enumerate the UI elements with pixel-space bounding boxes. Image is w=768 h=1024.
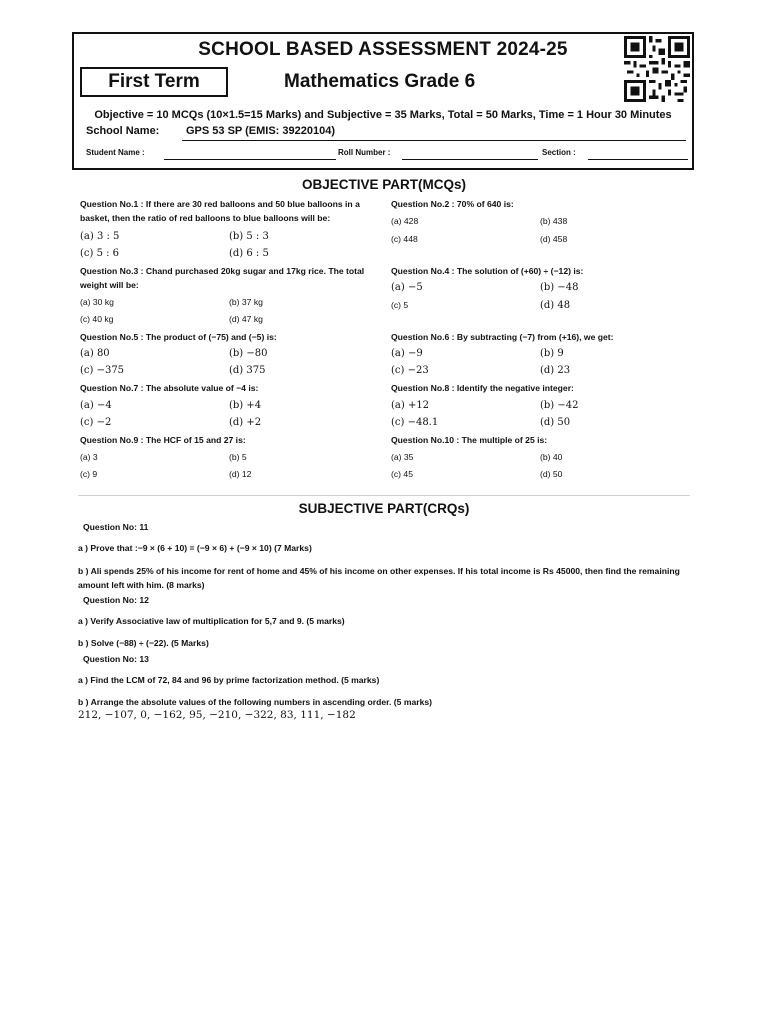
question-label: Question No.1 :: [80, 199, 144, 209]
question-label: Question No.9 :: [80, 435, 144, 445]
question-13-number-sequence: 212, −107, 0, −162, 95, −210, −322, 83, 111, −182: [78, 709, 356, 721]
section-divider: [78, 495, 690, 496]
question-text: The solution of (+60) ÷ (−12) is:: [456, 266, 584, 276]
q6-option-a: (a) −9: [391, 348, 423, 359]
q3-option-d: (d) 47 kg: [229, 314, 263, 324]
question-13-part-a: a ) Find the LCM of 72, 84 and 96 by prime factorization method. (5 marks): [78, 675, 380, 685]
q7-option-c: (c) −2: [80, 417, 112, 428]
q8-option-a: (a) +12: [391, 400, 430, 411]
q6-option-c: (c) −23: [391, 365, 429, 376]
q9-option-b: (b) 5: [229, 452, 247, 462]
page-title: SCHOOL BASED ASSESSMENT 2024-25: [198, 39, 568, 60]
question-text: If there are 30 red balloons and 50 blue balloons in a basket, then the ratio of red balloons to blue balloons will be:: [80, 199, 360, 223]
q1-option-a: (a) 3 : 5: [80, 231, 120, 242]
q4-option-a: (a) −5: [391, 282, 423, 293]
school-name-label: School Name:: [86, 125, 160, 137]
objective-marks-line: Objective = 10 MCQs (10×1.5=15 Marks) and Subjective = 35 Marks, Total = 50 Marks, Time = 1 Hour 30 Minutes: [94, 109, 672, 121]
q10-option-b: (b) 40: [540, 452, 563, 462]
q3-option-c: (c) 40 kg: [80, 314, 114, 324]
question-6: [391, 330, 691, 344]
section-field[interactable]: [588, 159, 688, 160]
q8-option-b: (b) −42: [540, 400, 579, 411]
question-3: [80, 264, 380, 292]
question-13-part-b: b ) Arrange the absolute values of the following numbers in ascending order. (5 marks): [78, 697, 433, 707]
q5-option-a: (a) 80: [80, 348, 110, 359]
roll-number-label: Roll Number :: [338, 148, 391, 157]
question-12-part-b: b ) Solve (−88) ÷ (−22). (5 Marks): [78, 638, 209, 648]
question-label: Question No.10 :: [391, 435, 460, 445]
question-12-label: Question No: 12: [83, 595, 149, 605]
q7-option-a: (a) −4: [80, 400, 112, 411]
school-name-rule: [182, 140, 686, 141]
question-1: [80, 197, 380, 225]
question-text: Chand purchased 20kg sugar and 17kg rice. The total weight will be:: [80, 266, 365, 290]
question-11-label: Question No: 11: [83, 522, 149, 532]
question-text: The absolute value of −4 is:: [145, 383, 259, 393]
q9-option-a: (a) 3: [80, 452, 98, 462]
q3-option-a: (a) 30 kg: [80, 297, 114, 307]
q8-option-d: (d) 50: [540, 417, 571, 428]
q6-option-d: (d) 23: [540, 365, 571, 376]
q2-option-c: (c) 448: [391, 234, 418, 244]
q3-option-b: (b) 37 kg: [229, 297, 263, 307]
student-name-field[interactable]: [164, 159, 336, 160]
qr-code-icon: [624, 36, 690, 102]
q2-option-d: (d) 458: [540, 234, 568, 244]
q10-option-a: (a) 35: [391, 452, 414, 462]
question-label: Question No.5 :: [80, 332, 144, 342]
term-box: First Term: [80, 67, 228, 97]
q1-option-b: (b) 5 : 3: [229, 231, 269, 242]
question-4: [391, 264, 691, 278]
question-11-part-a: a ) Prove that :−9 × (6 + 10) = (−9 × 6) + (−9 × 10) (7 Marks): [78, 543, 312, 553]
question-9: [80, 433, 380, 447]
question-label: Question No.2 :: [391, 199, 455, 209]
q10-option-d: (d) 50: [540, 469, 563, 479]
school-name-value: GPS 53 SP (EMIS: 39220104): [186, 125, 335, 137]
q5-option-c: (c) −375: [80, 365, 125, 376]
question-text: 70% of 640 is:: [456, 199, 514, 209]
q10-option-c: (c) 45: [391, 469, 413, 479]
q8-option-c: (c) −48.1: [391, 417, 439, 428]
q5-option-d: (d) 375: [229, 365, 266, 376]
q4-option-b: (b) −48: [540, 282, 579, 293]
q1-option-c: (c) 5 : 6: [80, 248, 120, 259]
question-label: Question No.4 :: [391, 266, 455, 276]
question-12-part-a: a ) Verify Associative law of multiplication for 5,7 and 9. (5 marks): [78, 616, 345, 626]
student-info-row: [86, 148, 686, 162]
objective-heading: OBJECTIVE PART(MCQs): [301, 177, 466, 192]
question-7: [80, 381, 380, 395]
question-8: [391, 381, 691, 395]
question-text: The product of (−75) and (−5) is:: [145, 332, 277, 342]
q7-option-b: (b) +4: [229, 400, 262, 411]
question-text: By subtracting (−7) from (+16), we get:: [456, 332, 614, 342]
subjective-heading: SUBJECTIVE PART(CRQs): [298, 501, 470, 516]
question-text: The HCF of 15 and 27 is:: [145, 435, 246, 445]
question-10: [391, 433, 691, 447]
section-label: Section :: [542, 148, 576, 157]
question-label: Question No.8 :: [391, 383, 455, 393]
question-text: Identify the negative integer:: [456, 383, 574, 393]
q6-option-b: (b) 9: [540, 348, 564, 359]
q9-option-c: (c) 9: [80, 469, 98, 479]
q7-option-d: (d) +2: [229, 417, 262, 428]
q4-option-c: (c) 5: [391, 300, 409, 310]
q4-option-d: (d) 48: [540, 300, 571, 311]
question-5: [80, 330, 380, 344]
question-text: The multiple of 25 is:: [461, 435, 548, 445]
question-2: [391, 197, 691, 211]
question-11-part-b: b ) Ali spends 25% of his income for rent of home and 45% of his income on other expenses. If his total income is Rs 45000, then find the remaining amount left with him. (8 marks): [78, 566, 680, 590]
question-13-label: Question No: 13: [83, 654, 149, 664]
student-name-label: Student Name :: [86, 148, 145, 157]
q1-option-d: (d) 6 : 5: [229, 248, 269, 259]
q5-option-b: (b) −80: [229, 348, 268, 359]
q2-option-b: (b) 438: [540, 216, 568, 226]
question-label: Question No.3 :: [80, 266, 144, 276]
q9-option-d: (d) 12: [229, 469, 252, 479]
header-box: [72, 32, 694, 170]
q2-option-a: (a) 428: [391, 216, 419, 226]
question-label: Question No.6 :: [391, 332, 455, 342]
subject-title: Mathematics Grade 6: [284, 71, 476, 92]
roll-number-field[interactable]: [402, 159, 538, 160]
question-label: Question No.7 :: [80, 383, 144, 393]
